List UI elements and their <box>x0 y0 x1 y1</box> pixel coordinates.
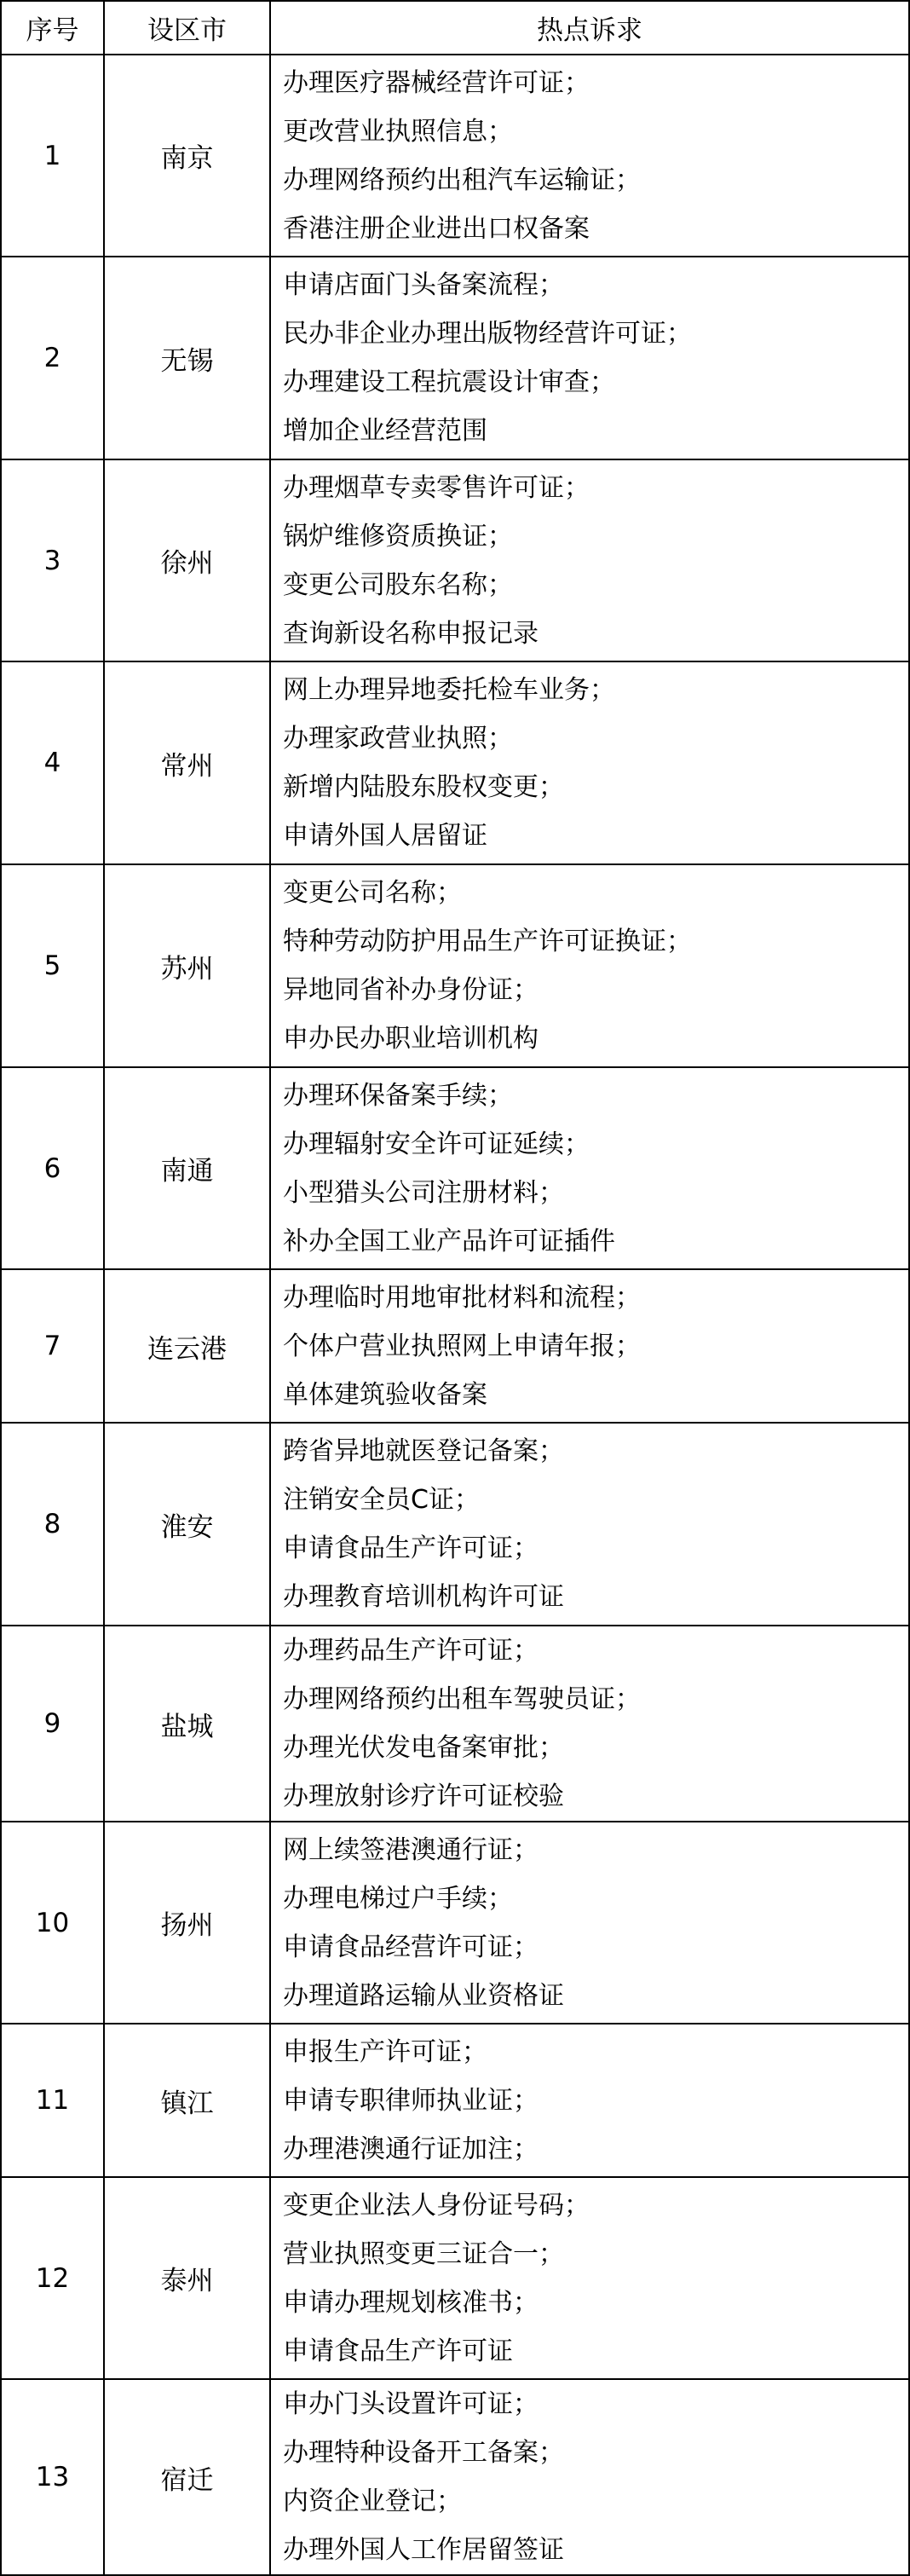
row-city: 常州 <box>104 661 270 864</box>
table-row <box>1 2177 909 2379</box>
demand-item: 申请店面门头备案流程； <box>283 270 564 300</box>
demand-item: 跨省异地就医登记备案； <box>283 1436 564 1466</box>
table-row <box>1 2024 909 2177</box>
demand-list <box>283 1626 908 1821</box>
demand-item: 办理辐射安全许可证延续； <box>283 1129 590 1159</box>
demand-list <box>283 1274 908 1419</box>
demand-item: 申办民办职业培训机构 <box>283 1024 539 1054</box>
demand-item: 办理光伏发电备案审批； <box>283 1733 564 1763</box>
demand-item: 办理烟草专卖零售许可证； <box>283 472 590 503</box>
demand-item: 办理建设工程抗震设计审查； <box>283 367 615 397</box>
demand-item: 查询新设名称申报记录 <box>283 618 539 649</box>
demand-item: 申报生产许可证； <box>283 2036 487 2067</box>
table-row <box>1 257 909 459</box>
row-demands <box>270 2379 909 2575</box>
row-number: 2 <box>1 257 104 459</box>
demand-item: 办理港澳通行证加注； <box>283 2134 539 2164</box>
demand-item: 办理医疗器械经营许可证； <box>283 67 590 98</box>
row-number: 3 <box>1 459 104 661</box>
row-city: 无锡 <box>104 257 270 459</box>
demand-list <box>283 1826 908 2020</box>
demand-item: 办理电梯过户手续； <box>283 1883 513 1914</box>
row-number: 13 <box>1 2379 104 2575</box>
demand-list <box>283 2028 908 2174</box>
row-number: 4 <box>1 661 104 864</box>
table-row <box>1 1269 909 1423</box>
demand-list <box>283 1071 908 1266</box>
demand-item: 申请外国人居留证 <box>283 821 487 851</box>
table-header-row <box>1 1 909 55</box>
table-row <box>1 1822 909 2024</box>
table-row <box>1 1626 909 1822</box>
demand-item: 办理网络预约出租车驾驶员证； <box>283 1684 641 1714</box>
demand-item: 申请食品生产许可证 <box>283 2336 513 2366</box>
demand-item: 办理教育培训机构许可证 <box>283 1582 564 1612</box>
demand-list <box>283 59 908 253</box>
row-number: 10 <box>1 1822 104 2024</box>
row-city: 盐城 <box>104 1626 270 1822</box>
demand-item: 网上办理异地委托检车业务； <box>283 675 615 705</box>
row-city: 宿迁 <box>104 2379 270 2575</box>
demand-item: 增加企业经营范围 <box>283 416 487 446</box>
row-demands <box>270 1067 909 1269</box>
demand-item: 申请专职律师执业证； <box>283 2085 539 2116</box>
row-demands <box>270 1626 909 1822</box>
demand-list <box>283 464 908 658</box>
row-demands <box>270 661 909 864</box>
demand-item: 更改营业执照信息； <box>283 116 513 147</box>
demand-item: 办理放射诊疗许可证校验 <box>283 1782 564 1811</box>
demand-list <box>283 2181 908 2376</box>
demand-item: 申办门头设置许可证； <box>283 2389 539 2419</box>
row-number: 6 <box>1 1067 104 1269</box>
demand-item: 办理环保备案手续； <box>283 1080 513 1111</box>
demand-item: 香港注册企业进出口权备案 <box>283 213 590 244</box>
row-demands <box>270 1269 909 1423</box>
table-row <box>1 55 909 257</box>
demand-item: 异地同省补办身份证； <box>283 975 539 1005</box>
row-demands <box>270 1423 909 1626</box>
demand-item: 办理药品生产许可证； <box>283 1636 539 1666</box>
demand-item: 注销安全员C证； <box>283 1485 480 1515</box>
row-city: 南京 <box>104 55 270 257</box>
demand-item: 变更公司股东名称； <box>283 569 513 600</box>
row-number: 9 <box>1 1626 104 1822</box>
table-row <box>1 1067 909 1269</box>
demand-item: 特种劳动防护用品生产许可证换证； <box>283 927 692 956</box>
demand-item: 单体建筑验收备案 <box>283 1379 487 1410</box>
demand-list <box>283 869 908 1063</box>
row-demands <box>270 2177 909 2379</box>
demand-item: 办理网络预约出租汽车运输证； <box>283 165 641 195</box>
row-demands <box>270 864 909 1067</box>
row-demands <box>270 459 909 661</box>
header-num: 序号 <box>1 1 104 55</box>
demand-item: 网上续签港澳通行证； <box>283 1834 539 1865</box>
table-row <box>1 661 909 864</box>
demand-item: 个体户营业执照网上申请年报； <box>283 1331 641 1361</box>
row-city: 徐州 <box>104 459 270 661</box>
demand-item: 民办非企业办理出版物经营许可证； <box>283 319 692 349</box>
demand-item: 办理外国人工作居留签证 <box>283 2535 564 2565</box>
demand-list <box>283 2380 908 2574</box>
row-demands <box>270 1822 909 2024</box>
demand-item: 申请办理规划核准书； <box>283 2287 539 2318</box>
demand-item: 申请食品生产许可证； <box>283 1533 539 1563</box>
row-city: 泰州 <box>104 2177 270 2379</box>
row-number: 11 <box>1 2024 104 2177</box>
table-row <box>1 2379 909 2575</box>
demand-item: 办理特种设备开工备案； <box>283 2438 564 2468</box>
row-number: 8 <box>1 1423 104 1626</box>
row-city: 扬州 <box>104 1822 270 2024</box>
row-number: 5 <box>1 864 104 1067</box>
table-row <box>1 459 909 661</box>
row-number: 12 <box>1 2177 104 2379</box>
demand-item: 申请食品经营许可证； <box>283 1932 539 1962</box>
row-demands <box>270 2024 909 2177</box>
demand-item: 小型猎头公司注册材料； <box>283 1177 564 1208</box>
header-demands: 热点诉求 <box>270 1 909 55</box>
row-number: 7 <box>1 1269 104 1423</box>
demand-list <box>283 261 908 455</box>
row-demands <box>270 55 909 257</box>
row-city: 镇江 <box>104 2024 270 2177</box>
table-row <box>1 864 909 1067</box>
demand-item: 办理临时用地审批材料和流程； <box>283 1282 641 1313</box>
header-city: 设区市 <box>104 1 270 55</box>
demand-item: 办理家政营业执照； <box>283 724 513 754</box>
row-city: 连云港 <box>104 1269 270 1423</box>
row-city: 淮安 <box>104 1423 270 1626</box>
row-city: 苏州 <box>104 864 270 1067</box>
row-number: 1 <box>1 55 104 257</box>
demand-item: 营业执照变更三证合一； <box>283 2238 564 2269</box>
row-city: 南通 <box>104 1067 270 1269</box>
demand-item: 变更企业法人身份证号码； <box>283 2190 590 2221</box>
demand-item: 内资企业登记； <box>283 2486 462 2516</box>
demand-item: 新增内陆股东股权变更； <box>283 772 564 802</box>
table-row <box>1 1423 909 1626</box>
demand-item: 补办全国工业产品许可证插件 <box>283 1226 615 1256</box>
demand-list <box>283 1427 908 1621</box>
demand-list <box>283 666 908 860</box>
row-demands <box>270 257 909 459</box>
demand-item: 锅炉维修资质换证； <box>283 521 513 552</box>
demand-item: 办理道路运输从业资格证 <box>283 1980 564 2011</box>
demand-item: 变更公司名称； <box>283 878 462 908</box>
